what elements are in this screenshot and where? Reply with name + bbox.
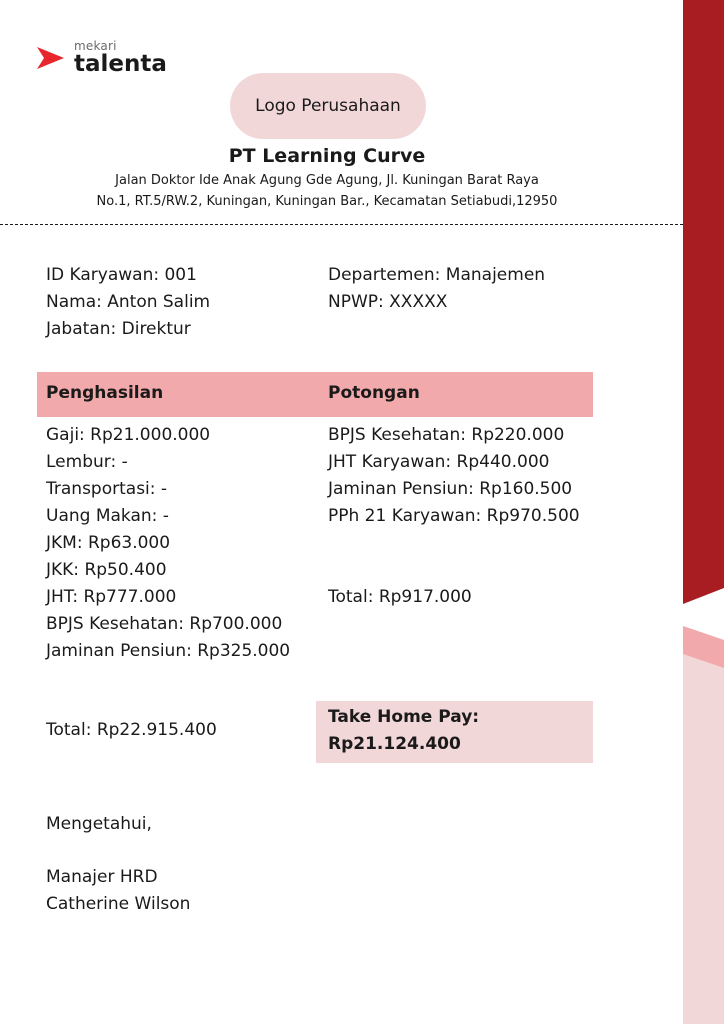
company-address (0, 170, 654, 212)
deduction-item: JHT Karyawan: Rp440.000 (328, 452, 550, 472)
employee-npwp: NPWP: XXXXX (328, 292, 448, 312)
take-home-pay-value: Rp21.124.400 (328, 734, 461, 754)
earning-item: JKK: Rp50.400 (46, 560, 167, 580)
decor-light-pink-band (683, 626, 724, 1024)
signer-title: Manajer HRD (46, 867, 158, 887)
address-line-1: Jalan Doktor Ide Anak Agung Gde Agung, Jl. Kuningan Barat Raya (115, 173, 539, 188)
take-home-pay-label: Take Home Pay: (328, 707, 480, 727)
earning-item: Transportasi: - (46, 479, 168, 499)
company-name: PT Learning Curve (228, 145, 426, 167)
deduction-item: BPJS Kesehatan: Rp220.000 (328, 425, 565, 445)
employee-department: Departemen: Manajemen (328, 265, 546, 285)
earning-item: BPJS Kesehatan: Rp700.000 (46, 614, 283, 634)
earnings-list (46, 422, 290, 665)
deduction-item: Jaminan Pensiun: Rp160.500 (328, 479, 573, 499)
employee-id: ID Karyawan: 001 (46, 265, 197, 285)
dashed-divider (0, 224, 683, 225)
mekari-talenta-logo (34, 40, 167, 76)
employee-info-left (46, 262, 210, 343)
logo-brand-big: talenta (74, 51, 167, 77)
employee-position: Jabatan: Direktur (46, 319, 191, 339)
signer-name: Catherine Wilson (46, 894, 191, 914)
talenta-arrow-icon (34, 41, 68, 75)
address-line-2: No.1, RT.5/RW.2, Kuningan, Kuningan Bar., Kecamatan Setiabudi,12950 (96, 194, 558, 209)
employee-info-right (328, 262, 545, 316)
earnings-total: Total: Rp22.915.400 (46, 720, 217, 740)
employee-name: Nama: Anton Salim (46, 292, 211, 312)
decor-pink-triangle (683, 626, 724, 668)
earning-item: Lembur: - (46, 452, 128, 472)
logo-brand-small: mekari (74, 39, 117, 53)
earning-item: JHT: Rp777.000 (46, 587, 177, 607)
earning-item: Uang Makan: - (46, 506, 169, 526)
deductions-list (328, 422, 580, 530)
deductions-header: Potongan (328, 383, 420, 403)
deduction-item: PPh 21 Karyawan: Rp970.500 (328, 506, 580, 526)
earning-item: Gaji: Rp21.000.000 (46, 425, 211, 445)
company-logo-placeholder: Logo Perusahaan (230, 73, 426, 139)
acknowledgement-text: Mengetahui, (46, 814, 152, 834)
salary-table-header (37, 372, 593, 417)
decor-dark-red-band (683, 0, 724, 604)
earning-item: JKM: Rp63.000 (46, 533, 171, 553)
take-home-pay-box (316, 701, 593, 763)
earning-item: Jaminan Pensiun: Rp325.000 (46, 641, 291, 661)
deductions-total: Total: Rp917.000 (328, 587, 472, 607)
signer-block (46, 864, 190, 918)
earnings-header: Penghasilan (46, 383, 164, 403)
